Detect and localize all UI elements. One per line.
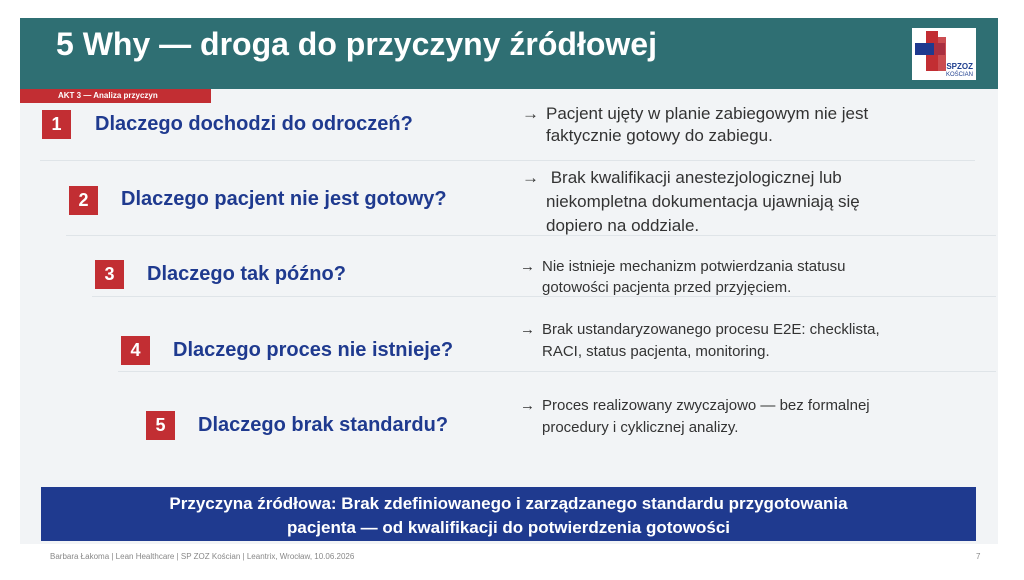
why-answer-3: → Nie istnieje mechanizm potwierdzania statusu gotowości pacjenta przed przyjęciem. (520, 258, 846, 296)
root-cause-line: Przyczyna źródłowa: Brak zdefiniowanego i zarządzanego standardu przygotowania (169, 494, 848, 513)
spzoz-logo (912, 28, 976, 80)
why-question-2: Dlaczego pacjent nie jest gotowy? (121, 188, 447, 210)
why-answer-4: → Brak ustandaryzowanego procesu E2E: checklista, RACI, status pacjenta, monitoring. (520, 321, 880, 360)
why-answer-1: → Pacjent ujęty w planie zabiegowym nie jest faktycznie gotowy do zabiegu. (522, 104, 869, 145)
act-tag: AKT 3 — Analiza przyczyn (20, 89, 211, 103)
why-number-5: 5 (146, 411, 175, 440)
arrow-icon: → (522, 168, 539, 187)
logo-subtext: KOŚCIAN (945, 72, 973, 78)
root-cause-banner (41, 487, 976, 541)
why-question-3: Dlaczego tak późno? (147, 263, 346, 285)
arrow-icon: → (520, 258, 535, 275)
why-answer-2: → Brak kwalifikacji anestezjologicznej lub niekompletna dokumentacja ujawniają się dopiero na oddziale. (522, 168, 860, 235)
row-divider (40, 160, 975, 161)
root-cause-line: pacjenta — od kwalifikacji do potwierdzenia gotowości (286, 518, 731, 537)
row-divider (118, 371, 996, 372)
why-answer-5: → Proces realizowany zwyczajowo — bez formalnej procedury i cyklicznej analizy. (520, 397, 870, 436)
arrow-icon: → (520, 321, 535, 338)
why-number-4: 4 (121, 336, 150, 365)
slide-title: 5 Why — droga do przyczyny źródłowej (56, 26, 657, 62)
logo-text: SPZOZ (946, 62, 973, 71)
why-number-2: 2 (69, 186, 98, 215)
footer-text: Barbara Łakoma | Lean Healthcare | SP ZOZ Kościan | Leantrix, Wrocław, 10.06.2026 (50, 552, 355, 561)
why-number-1: 1 (42, 110, 71, 139)
page-number: 7 (976, 552, 981, 561)
why-number-3: 3 (95, 260, 124, 289)
why-question-5: Dlaczego brak standardu? (198, 414, 449, 436)
why-question-4: Dlaczego proces nie istnieje? (173, 339, 454, 361)
why-question-1: Dlaczego dochodzi do odroczeń? (95, 113, 413, 135)
arrow-icon: → (520, 397, 535, 414)
arrow-icon: → (522, 104, 539, 123)
